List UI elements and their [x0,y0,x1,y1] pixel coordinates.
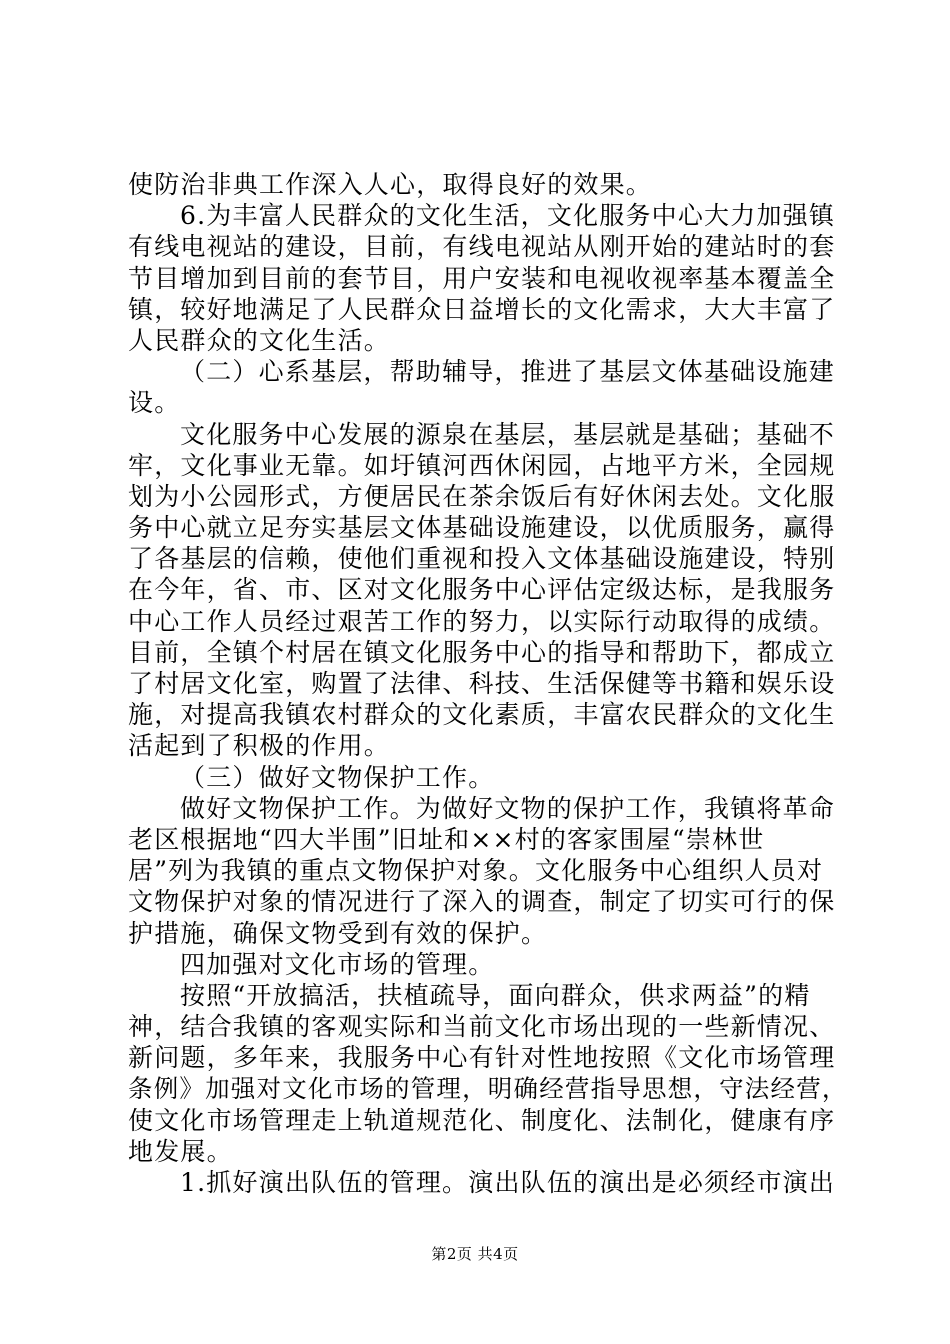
text-line: 人民群众的文化生活。 [128,325,391,355]
text-line: 镇，较好地满足了人民群众日益增长的文化需求，大大丰富了 [128,294,836,324]
text-line: 使文化市场管理走上轨道规范化、制度化、法制化，健康有序 [128,1105,836,1135]
text-line: 居”列为我镇的重点文物保护对象。文化服务中心组织人员对 [128,856,824,886]
text-line: 中心工作人员经过艰苦工作的努力，以实际行动取得的成绩。 [128,606,836,636]
text-line: 目前，全镇个村居在镇文化服务中心的指导和帮助下，都成立 [128,637,836,667]
text-line: 使防治非典工作深入人心，取得良好的效果。 [128,170,653,199]
text-line: 施，对提高我镇农村群众的文化素质，丰富农民群众的文化生 [128,700,836,730]
page-number: 第2页 共4页 [431,1245,519,1263]
text-line: 文物保护对象的情况进行了深入的调查，制定了切实可行的保 [128,887,836,917]
text-line: 牢，文化事业无靠。如圩镇河西休闲园，占地平方米，全园规 [128,450,836,480]
text-line: 条例》加强对文化市场的管理，明确经营指导思想，守法经营， [128,1074,848,1104]
text-line: 按照“开放搞活，扶植疏导，面向群众，供求两益”的精 [180,980,811,1010]
text-line: 6.为丰富人民群众的文化生活，文化服务中心大力加强镇 [180,201,836,231]
text-line: 四加强对文化市场的管理。 [180,949,495,979]
text-line: 做好文物保护工作。为做好文物的保护工作，我镇将革命 [180,793,836,823]
text-line: 护措施，确保文物受到有效的保护。 [128,918,548,948]
text-line: （三）做好文物保护工作。 [180,762,495,792]
text-line: 划为小公园形式，方便居民在茶余饭后有好休闲去处。文化服 [128,481,836,511]
text-line: 务中心就立足夯实基层文体基础设施建设，以优质服务，赢得 [128,513,836,543]
text-line: 地发展。 [128,1136,233,1166]
text-line: 神，结合我镇的客观实际和当前文化市场出现的一些新情况、 [128,1012,836,1042]
text-line: 1.抓好演出队伍的管理。演出队伍的演出是必须经市演出 [180,1168,836,1197]
text-line: 老区根据地“四大半围”旧址和××村的客家围屋“崇林世 [128,824,765,854]
text-line: 在今年，省、市、区对文化服务中心评估定级达标，是我服务 [128,575,836,605]
text-line: 活起到了积极的作用。 [128,731,391,761]
text-line: 设。 [128,388,181,418]
text-line: （二）心系基层，帮助辅导，推进了基层文体基础设施建 [180,357,836,387]
text-line: 有线电视站的建设，目前，有线电视站从刚开始的建站时的套 [128,232,836,262]
document-body [128,169,848,1198]
text-line: 新问题，多年来，我服务中心有针对性地按照《文化市场管理 [128,1043,836,1073]
text-line: 文化服务中心发展的源泉在基层，基层就是基础；基础不 [180,419,836,449]
page-footer [0,1244,950,1264]
text-line: 了村居文化室，购置了法律、科技、生活保健等书籍和娱乐设 [128,669,836,698]
text-line: 了各基层的信赖，使他们重视和投入文体基础设施建设，特别 [128,544,836,574]
text-line: 节目增加到目前的套节目，用户安装和电视收视率基本覆盖全 [128,263,836,293]
